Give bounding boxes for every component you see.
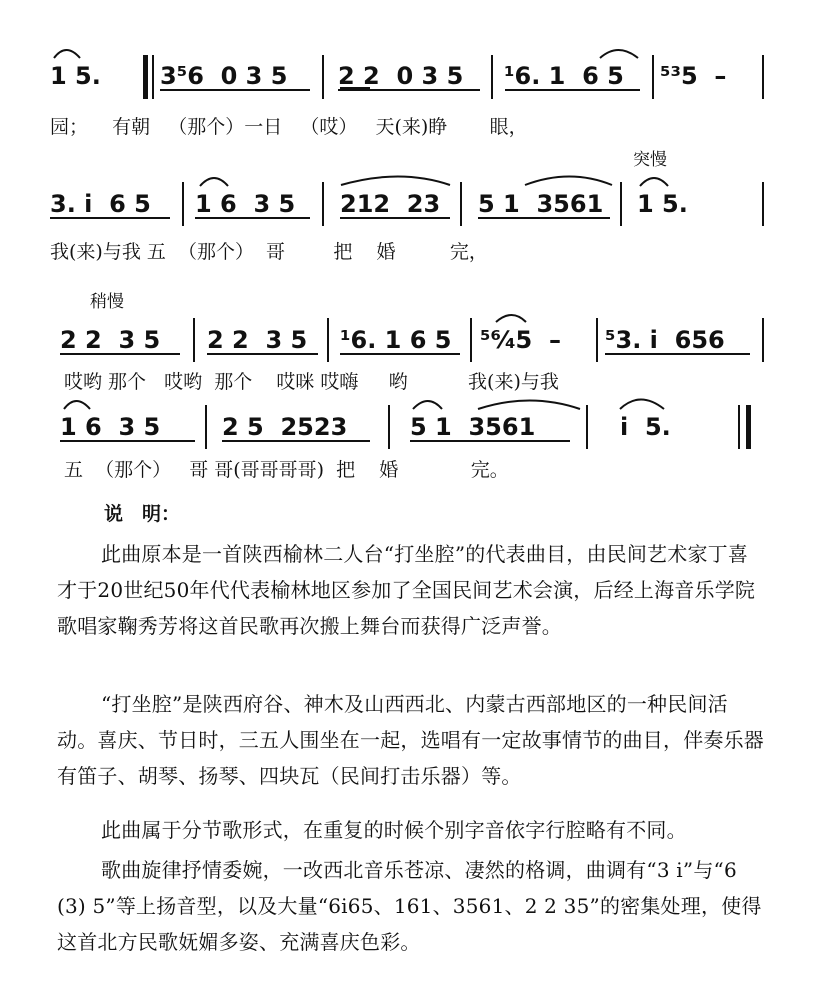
measure: 2 5 2523 bbox=[222, 413, 348, 441]
measure: 3. i 6 5 bbox=[50, 190, 151, 218]
measure: 1 5. bbox=[637, 190, 688, 218]
measure: 2 2 0 3 5 bbox=[338, 62, 464, 90]
tempo-mark: 稍慢 bbox=[90, 292, 124, 312]
measure: 2 2 3 5 bbox=[207, 326, 308, 354]
measure: 5 1 3561 bbox=[410, 413, 536, 441]
lyrics-line: 哎哟 那个 哎哟 那个 哎咪 哎嗨 哟 我(来)与我 bbox=[64, 371, 559, 393]
notes-paragraph: 歌曲旋律抒情委婉，一改西北音乐苍凉、凄然的格调，曲调有“3 i”与“6 (3) 5”等上扬音型，以及大量“6i65、161、3561、2 2 35”的密集处理，使得这首北方民歌妩媚多姿、充满喜庆色彩。 bbox=[57, 858, 762, 954]
measure: 1 6 3 5 bbox=[60, 413, 161, 441]
measure: ⁵3. i 656 bbox=[605, 326, 725, 354]
notes-paragraph: 此曲原本是一首陕西榆林二人台“打坐腔”的代表曲目，由民间艺术家丁喜才于20世纪50年代代表榆林地区参加了全国民间艺术会演，后经上海音乐学院歌唱家鞠秀芳将这首民歌再次搬上舞台而获得广泛声誉。 bbox=[57, 542, 756, 638]
notes-paragraph: “打坐腔”是陕西府谷、神木及山西西北、内蒙古西部地区的一种民间活动。喜庆、节日时，三五人围坐在一起，选唱有一定故事情节的曲目，伴奏乐器有笛子、胡琴、扬琴、四块瓦（民间打击乐器）等。 bbox=[57, 692, 764, 788]
measure: ¹6. 1 6 5 bbox=[504, 62, 624, 90]
measure: 5 1 3561 bbox=[478, 190, 604, 218]
tempo-mark: 突慢 bbox=[633, 150, 667, 170]
measure: ¹6. 1 6 5 bbox=[340, 326, 452, 354]
measure: 1 6 3 5 bbox=[195, 190, 296, 218]
lyrics-line: 五 （那个） 哥 哥(哥哥哥哥) 把 婚 完。 bbox=[64, 459, 509, 481]
measure: ⁵³5 – bbox=[660, 62, 727, 90]
measure: 212 23 bbox=[340, 190, 441, 218]
notes-paragraph: 此曲属于分节歌形式，在重复的时候个别字音依字行腔略有不同。 bbox=[101, 818, 687, 842]
measure: 2 2 3 5 bbox=[60, 326, 161, 354]
measure: ⁵⁶⁄₄5 – bbox=[480, 326, 561, 354]
measure: i 5. bbox=[620, 413, 671, 441]
notes-title: 说 明： bbox=[104, 503, 181, 525]
lyrics-line: 我(来)与我 五 （那个） 哥 把 婚 完， bbox=[50, 241, 488, 263]
lyrics-line: 园； 有朝 （那个）一日 （哎） 天(来)睁 眼， bbox=[50, 116, 528, 138]
measure: 1 5. bbox=[50, 62, 101, 90]
measure: 3⁵6 0 3 5 bbox=[160, 62, 288, 90]
